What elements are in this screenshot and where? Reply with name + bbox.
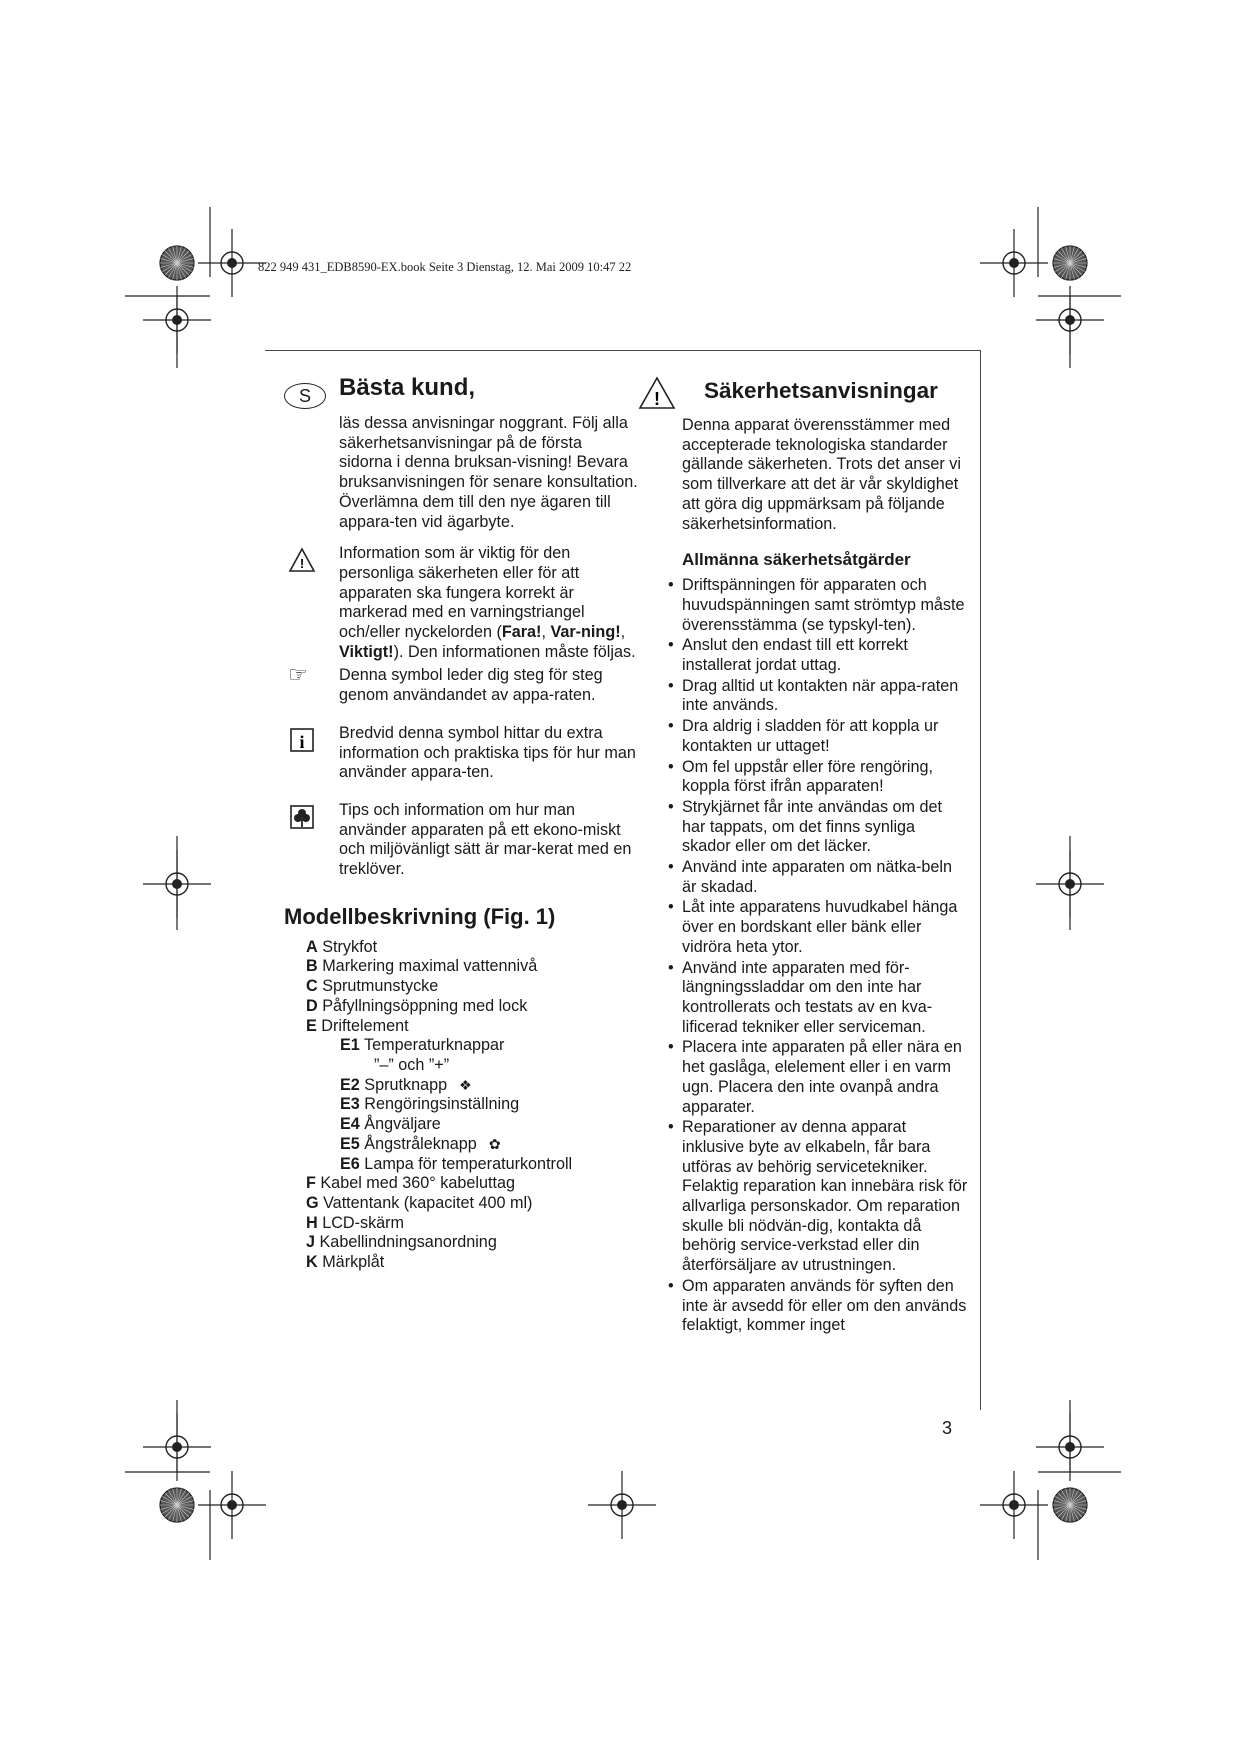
model-item-key: E4 [340, 1115, 360, 1134]
model-item-key: E6 [340, 1154, 360, 1173]
safety-bullet-text: Strykjärnet får inte användas om det har tappats, om det finns synliga skador eller om det läcker. [682, 797, 943, 856]
safety-bullet [638, 1038, 968, 1117]
model-item [374, 1056, 644, 1076]
note-warning-pre: Information som är viktig för den personliga säkerheten eller för att apparaten ska fungera korrekt är markerad med en varningstriangel och/eller nyckelorden ( [339, 544, 585, 642]
safety-bullet [638, 959, 968, 1038]
bullet-dot-icon: • [668, 958, 674, 977]
note-step [284, 662, 644, 705]
pointing-hand-icon: ☞ [288, 662, 308, 688]
note-eco-text: Tips och information om hur man använder apparaten på ett ekono-miskt och miljövänligt sätt är mar-kerat med en treklöver. [339, 800, 632, 879]
spray-icon: ❖ [459, 1076, 472, 1093]
model-item-label: Driftelement [316, 1016, 409, 1035]
model-item-key: E3 [340, 1095, 360, 1114]
safety-bullet-text: Använd inte apparaten om nätka-beln är skadad. [682, 858, 952, 896]
safety-bullet [638, 758, 968, 797]
note-info [284, 724, 644, 783]
bullet-dot-icon: • [668, 858, 674, 877]
model-item [306, 977, 644, 997]
model-item [340, 1095, 644, 1115]
model-item-key: E5 [340, 1134, 360, 1153]
safety-bullet-text: Placera inte apparaten på eller nära en het gaslåga, elelement eller i en varm ugn. Placera den inte ovanpå andra apparater. [682, 1038, 962, 1116]
svg-text:!: ! [654, 389, 660, 409]
model-item [340, 1155, 644, 1175]
model-item-key: A [306, 937, 318, 956]
safety-bullet-text: Använd inte apparaten med för-längningssladdar om den inte har kontrollerats och testats av en kva-lificerad tekniker eller serviceman. [682, 958, 933, 1036]
model-item-label: Kabel med 360° kabeluttag [315, 1174, 515, 1193]
page-number: 3 [942, 1418, 953, 1438]
model-item-key: G [306, 1193, 319, 1212]
bullet-dot-icon: • [668, 1118, 674, 1137]
model-item [306, 1174, 644, 1194]
model-item-label: Märkplåt [317, 1253, 385, 1272]
model-item-label: Ångstråleknapp [359, 1134, 477, 1153]
bullet-dot-icon: • [668, 797, 674, 816]
note-step-text: Denna symbol leder dig steg för steg genom användandet av appa-raten. [339, 666, 603, 705]
model-item-label: Markering maximal vattennivå [317, 957, 538, 976]
safety-bullet-text: Driftspänningen för apparaten och huvudspänningen samt strömtyp måste överensstämma (se typskyl-ten). [682, 576, 965, 634]
model-list [306, 938, 644, 1273]
warning-triangle-icon [638, 376, 676, 410]
model-item-key: E [306, 1016, 317, 1035]
model-item [340, 1076, 644, 1096]
frame-top-rule [265, 350, 980, 351]
safety-bullet [638, 798, 968, 857]
model-item-key: B [306, 957, 318, 976]
bullet-dot-icon: • [668, 1038, 674, 1057]
steam-burst-icon: ✿ [488, 1135, 501, 1152]
svg-text:i: i [299, 731, 305, 752]
note-eco [284, 801, 644, 880]
model-item-key: E2 [340, 1075, 360, 1094]
safety-bullet-text: Anslut den endast till ett korrekt installerat jordat uttag. [682, 636, 908, 675]
svg-text:!: ! [299, 556, 305, 572]
model-item-key: C [306, 977, 318, 996]
model-item-label: Vattentank (kapacitet 400 ml) [318, 1193, 533, 1212]
safety-bullet [638, 576, 968, 635]
model-item-key: K [306, 1253, 318, 1272]
safety-bullets [638, 576, 968, 1336]
bullet-dot-icon: • [668, 757, 674, 776]
bullet-dot-icon: • [668, 717, 674, 736]
safety-bullet [638, 636, 968, 675]
right-column [638, 374, 968, 1337]
safety-bullet [638, 1277, 968, 1336]
model-item-label: ”–” och ”+” [374, 1055, 450, 1074]
model-item-label: Kabellindningsanordning [315, 1233, 497, 1252]
model-title: Modellbeskrivning (Fig. 1) [284, 903, 556, 929]
keyword-viktigt: Viktigt! [339, 642, 394, 661]
safety-bullet-text: Drag alltid ut kontakten när appa-raten inte används. [682, 676, 959, 715]
intro-text: läs dessa anvisningar noggrant. Följ alla säkerhetsanvisningar på de första sidorna i denna bruksan-visning! Bevara bruksanvisningen för senare konsultation. Överlämna dem till den nye ägaren till appara-ten vid ägarbyte. [339, 414, 638, 531]
model-item-label: Rengöringsinställning [359, 1095, 520, 1114]
safety-bullet-text: Om apparaten används för syften den inte är avsedd för eller om den används felaktigt, kommer inget [682, 1276, 967, 1335]
model-item [340, 1036, 644, 1056]
model-item-key: H [306, 1213, 318, 1232]
safety-subtitle: Allmänna säkerhetsåtgärder [682, 550, 911, 570]
model-item [340, 1135, 644, 1155]
language-badge: S [284, 383, 326, 409]
frame-right-rule [980, 350, 981, 1410]
bullet-dot-icon: • [668, 576, 674, 595]
safety-title: Säkerhetsanvisningar [704, 378, 938, 403]
left-column [284, 374, 644, 1273]
model-item-label: LCD-skärm [317, 1213, 405, 1232]
model-item [306, 1214, 644, 1234]
model-item-key: D [306, 996, 318, 1015]
model-item-key: J [306, 1233, 316, 1252]
clover-icon [288, 803, 316, 831]
keyword-fara: Fara! [501, 623, 542, 642]
safety-bullet [638, 677, 968, 716]
safety-bullet [638, 717, 968, 756]
model-item [306, 1017, 644, 1037]
model-item-label: Ångväljare [359, 1115, 441, 1134]
model-item-label: Sprutknapp [359, 1075, 448, 1094]
warning-triangle-icon [288, 546, 316, 574]
greeting-header [284, 374, 644, 414]
bullet-dot-icon: • [668, 636, 674, 655]
bullet-dot-icon: • [668, 1276, 674, 1295]
model-item-label: Strykfot [317, 937, 378, 956]
note-warning [284, 544, 644, 662]
model-item [306, 938, 644, 958]
model-item-key: E1 [340, 1036, 360, 1055]
safety-bullet-text: Reparationer av denna apparat inklusive byte av elkabeln, får bara utföras av behörig servicetekniker. Felaktig reparation kan innebära risk för allvarliga personskador. Om reparation skulle bli nödvän-dig, kontakta då behörig service-verkstad eller din återförsäljare av utrustningen. [682, 1118, 968, 1275]
safety-bullet [638, 898, 968, 957]
bullet-dot-icon: • [668, 676, 674, 695]
model-item [306, 1253, 644, 1273]
note-warning-post: ). Den informationen måste följas. [393, 642, 636, 661]
info-icon [288, 726, 316, 754]
safety-bullet [638, 1118, 968, 1276]
sep-2: , [620, 623, 626, 642]
model-item [306, 1233, 644, 1253]
safety-bullet-text: Om fel uppstår eller före rengöring, koppla först ifrån apparaten! [682, 757, 934, 796]
model-item-label: Lampa för temperaturkontroll [359, 1154, 573, 1173]
safety-bullet-text: Dra aldrig i sladden för att koppla ur kontakten ur uttaget! [682, 717, 939, 755]
note-info-text: Bredvid denna symbol hittar du extra information och praktiska tips för hur man använder appara-ten. [339, 723, 636, 782]
note-warning-text [339, 544, 639, 662]
model-item [306, 957, 644, 977]
model-item-key: F [306, 1174, 316, 1193]
model-item [306, 1194, 644, 1214]
model-item-label: Sprutmunstycke [317, 977, 439, 996]
safety-header [638, 374, 968, 416]
model-item [306, 997, 644, 1017]
print-header: 822 949 431_EDB8590-EX.book Seite 3 Dienstag, 12. Mai 2009 10:47 22 [258, 260, 632, 274]
model-item-label: Påfyllningsöppning med lock [317, 996, 528, 1015]
keyword-varning: Var-ning! [550, 623, 621, 642]
model-item-label: Temperaturknappar [359, 1036, 505, 1055]
model-item [340, 1115, 644, 1135]
safety-intro: Denna apparat överensstämmer med accepterade teknologiska standarder gällande säkerheten. Trots det anser vi som tillverkare att det är vår skyldighet att göra dig uppmärksam på följande säkerhetsinformation. [682, 416, 961, 533]
bullet-dot-icon: • [668, 898, 674, 917]
greeting-title: Bästa kund, [339, 374, 476, 401]
sep-1: , [541, 623, 551, 642]
safety-bullet-text: Låt inte apparatens huvudkabel hänga över en bordskant eller bänk eller vidröra heta ytor. [682, 898, 958, 956]
safety-bullet [638, 858, 968, 897]
